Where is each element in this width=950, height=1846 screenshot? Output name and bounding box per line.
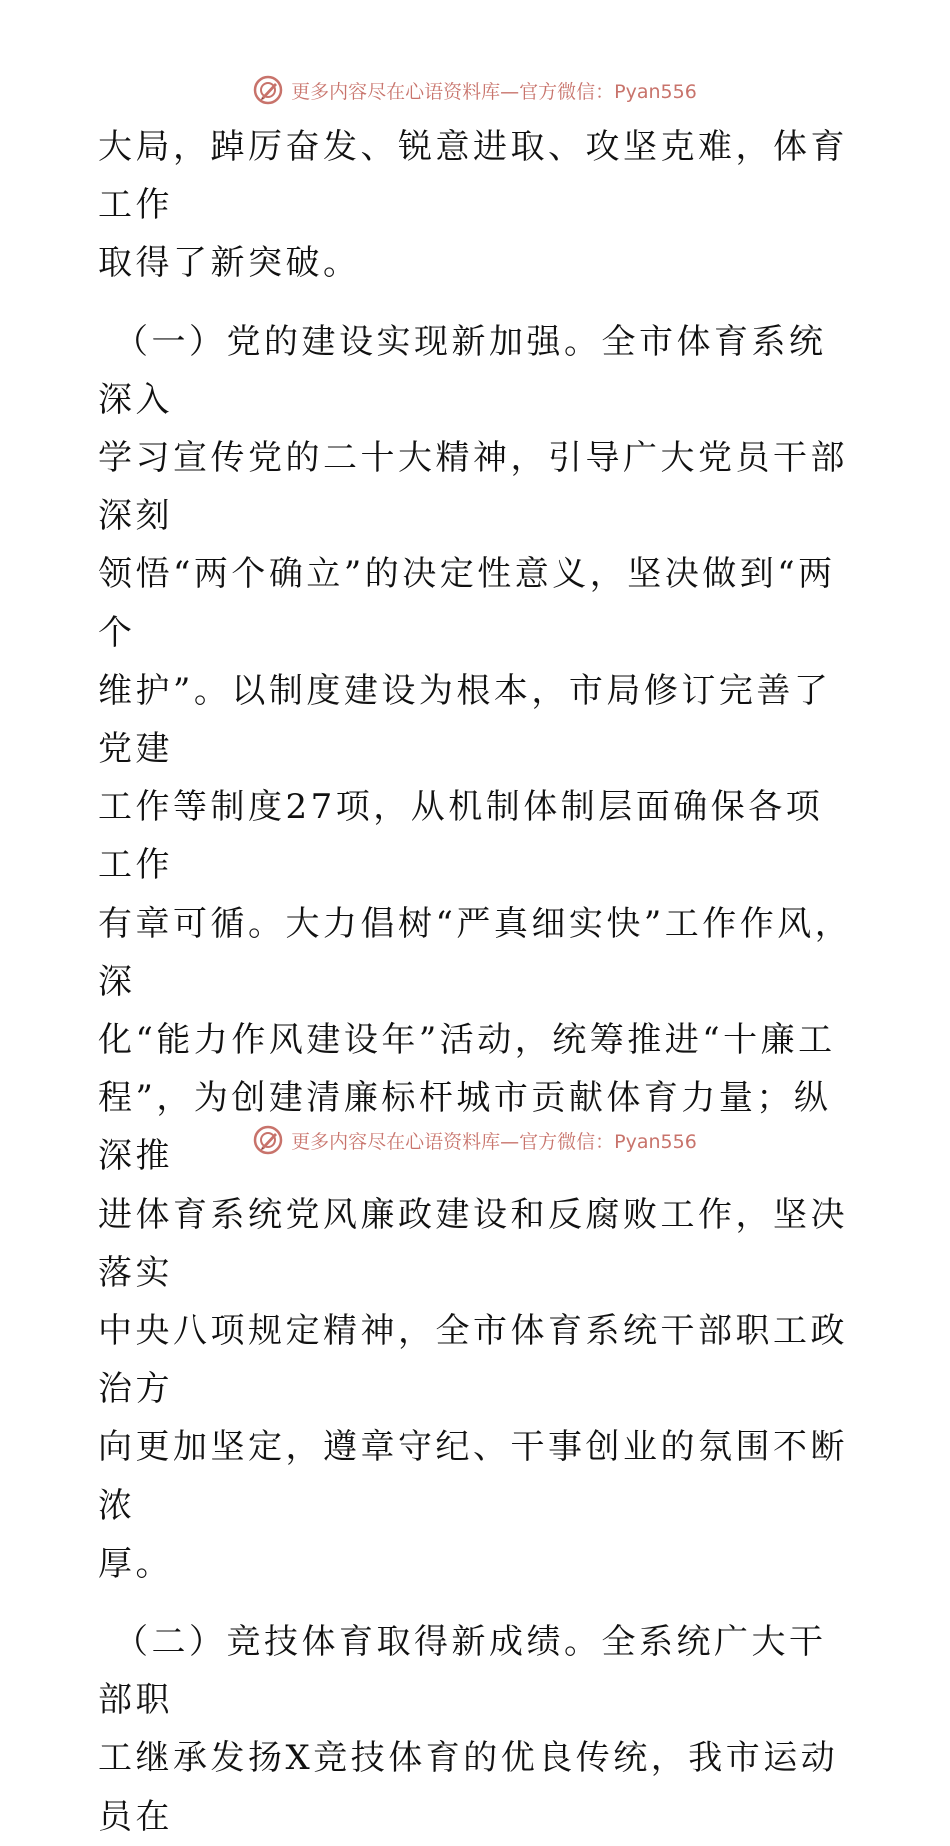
watermark-contact: 官方微信：Pyan556 — [519, 80, 697, 103]
watermark-site: 更多内容尽在心语资料库 — [291, 1130, 501, 1153]
text-line: （二）竞技体育取得新成绩。全系统广大干部职 — [98, 1622, 827, 1721]
watermark-text — [291, 1127, 697, 1154]
paragraph-1 — [98, 118, 858, 293]
text-line: 有章可循。大力倡树“严真细实快”工作作风，深 — [98, 903, 853, 1002]
text-line: 工作等制度27项，从机制体制层面确保各项工作 — [98, 787, 824, 886]
text-line: 领悟“两个确立”的决定性意义，坚决做到“两个 — [98, 554, 836, 653]
text-line: 程”，为创建清廉标杆城市贡献体育力量；纵深推 — [98, 1078, 832, 1177]
paragraph-3 — [98, 1613, 858, 1846]
pen-logo-icon — [253, 75, 283, 105]
text-line: 进体育系统党风廉政建设和反腐败工作，坚决落实 — [98, 1194, 848, 1293]
text-line: 学习宣传党的二十大精神，引导广大党员干部深刻 — [98, 438, 848, 537]
text-line: 取得了新突破。 — [98, 243, 361, 284]
watermark-site: 更多内容尽在心语资料库 — [291, 80, 501, 103]
text-line: （一）党的建设实现新加强。全市体育系统深入 — [98, 321, 827, 420]
watermark-contact: 官方微信：Pyan556 — [519, 1130, 697, 1153]
text-line: 厚。 — [98, 1543, 173, 1584]
text-line: 工继承发扬X竞技体育的优良传统，我市运动员在 — [98, 1738, 839, 1837]
document-body — [98, 118, 858, 1846]
text-line: 中央八项规定精神，全市体育系统干部职工政治方 — [98, 1311, 848, 1410]
watermark-separator: — — [500, 1130, 520, 1153]
footer-watermark — [0, 1120, 950, 1160]
header-watermark — [0, 70, 950, 110]
watermark-text — [291, 77, 697, 104]
text-line: 化“能力作风建设年”活动，统筹推进“十廉工 — [98, 1020, 836, 1061]
text-line: 向更加坚定，遵章守纪、干事创业的氛围不断浓 — [98, 1427, 848, 1526]
pen-logo-icon — [253, 1125, 283, 1155]
paragraph-2 — [98, 313, 858, 1593]
text-line: 大局，踔厉奋发、锐意进取、攻坚克难，体育工作 — [98, 127, 848, 226]
watermark-separator: — — [500, 80, 520, 103]
text-line: 维护”。以制度建设为根本，市局修订完善了党建 — [98, 670, 832, 770]
